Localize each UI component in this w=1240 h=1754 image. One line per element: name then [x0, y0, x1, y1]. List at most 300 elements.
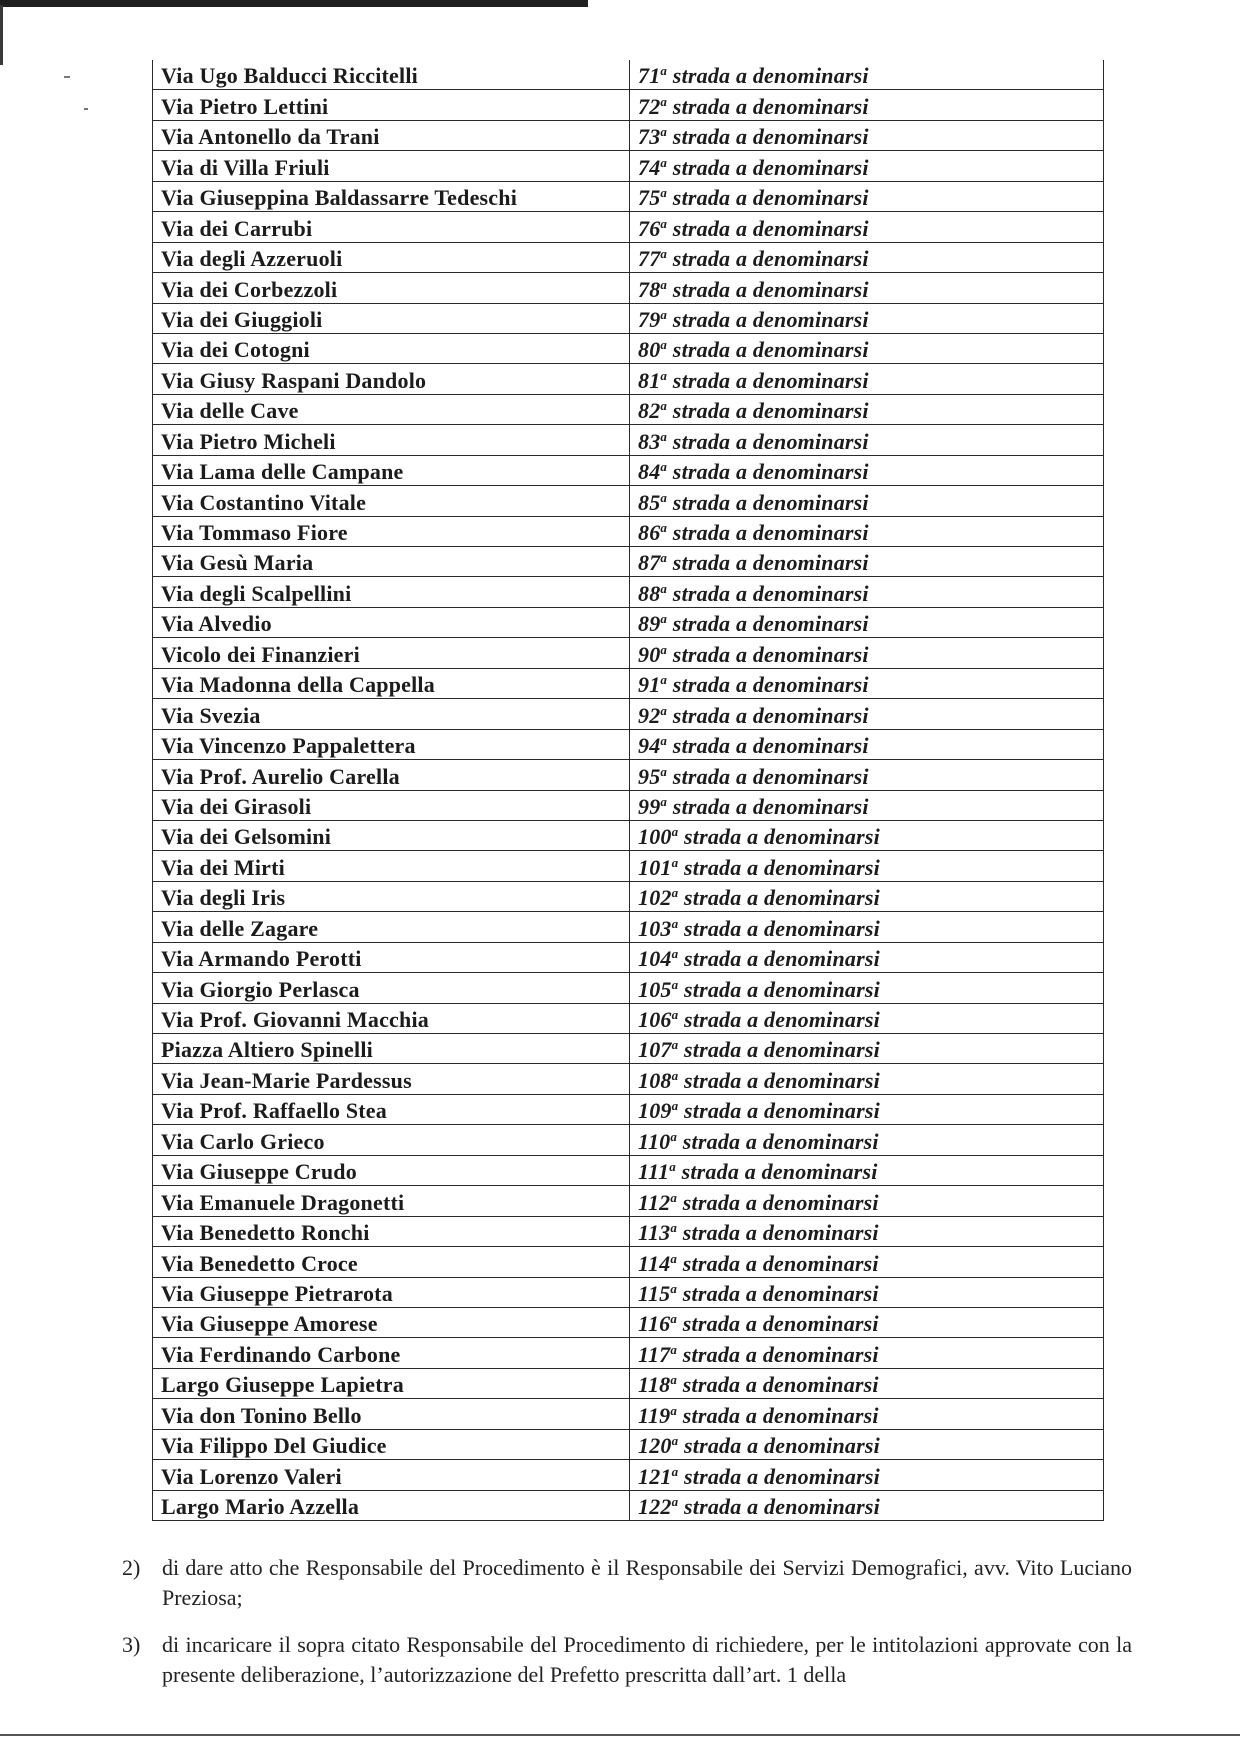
provisional-label-text: strada a denominarsi: [677, 1128, 879, 1154]
street-name: Via dei Corbezzoli: [153, 273, 630, 303]
ordinal-number: 100: [638, 824, 672, 850]
ordinal-suffix: a: [660, 124, 668, 140]
provisional-street-label: [630, 303, 1104, 333]
street-name: Via Ugo Balducci Riccitelli: [153, 60, 630, 90]
ordinal-suffix: a: [660, 93, 668, 109]
street-name: Via Ferdinando Carbone: [153, 1338, 630, 1368]
provisional-street-label: [630, 333, 1104, 363]
table-row: [153, 151, 1104, 181]
provisional-label-text: strada a denominarsi: [667, 367, 869, 393]
table-row: [153, 364, 1104, 394]
street-naming-table: [152, 60, 1104, 1521]
ordinal-suffix: a: [660, 702, 668, 718]
table-row: [153, 1186, 1104, 1216]
street-name: Via Prof. Aurelio Carella: [153, 760, 630, 790]
table-row: [153, 181, 1104, 211]
ordinal-number: 84: [638, 459, 661, 485]
provisional-label-text: strada a denominarsi: [667, 337, 869, 363]
top-rule: [0, 0, 588, 7]
ordinal-suffix: a: [660, 550, 668, 566]
table-row: [153, 1247, 1104, 1277]
bottom-rule: [0, 1734, 1240, 1736]
provisional-label-text: strada a denominarsi: [678, 1098, 880, 1124]
ordinal-suffix: a: [671, 946, 679, 962]
provisional-label-text: strada a denominarsi: [667, 550, 869, 576]
table-row: [153, 1307, 1104, 1337]
table-row: [153, 1155, 1104, 1185]
provisional-street-label: [630, 90, 1104, 120]
provisional-label-text: strada a denominarsi: [667, 672, 869, 698]
provisional-street-label: [630, 668, 1104, 698]
provisional-label-text: strada a denominarsi: [678, 1463, 880, 1489]
street-name: Via Jean-Marie Pardessus: [153, 1064, 630, 1094]
ordinal-suffix: a: [671, 1007, 679, 1022]
street-name: Via Alvedio: [153, 607, 630, 637]
provisional-label-text: strada a denominarsi: [667, 124, 869, 150]
street-name: Via degli Azzeruoli: [153, 242, 630, 272]
provisional-street-label: [630, 760, 1104, 790]
provisional-label-text: strada a denominarsi: [667, 185, 869, 211]
ordinal-number: 85: [638, 489, 661, 515]
ordinal-number: 77: [638, 246, 661, 272]
provisional-street-label: [630, 1003, 1104, 1033]
provisional-label-text: strada a denominarsi: [667, 63, 869, 89]
scan-speck: [84, 108, 88, 110]
ordinal-number: 78: [638, 276, 661, 302]
street-name: Via Giorgio Perlasca: [153, 973, 630, 1003]
ordinal-suffix: a: [660, 246, 668, 262]
street-name: Via Tommaso Fiore: [153, 516, 630, 546]
provisional-street-label: [630, 425, 1104, 455]
ordinal-suffix: a: [660, 306, 668, 322]
table-row: [153, 912, 1104, 942]
provisional-label-text: strada a denominarsi: [667, 154, 869, 180]
provisional-label-text: strada a denominarsi: [667, 215, 869, 241]
provisional-street-label: [630, 973, 1104, 1003]
ordinal-suffix: a: [660, 185, 668, 201]
provisional-street-label: [630, 1399, 1104, 1429]
ordinal-suffix: a: [660, 611, 668, 627]
provisional-street-label: [630, 212, 1104, 242]
ordinal-suffix: a: [671, 824, 679, 840]
table-row: [153, 668, 1104, 698]
provisional-street-label: [630, 1034, 1104, 1064]
provisional-street-label: [630, 242, 1104, 272]
table-row: [153, 1460, 1104, 1490]
ordinal-number: 92: [638, 702, 661, 728]
ordinal-number: 111: [638, 1159, 670, 1185]
table-row: [153, 303, 1104, 333]
provisional-street-label: [630, 577, 1104, 607]
table-row: [153, 1094, 1104, 1124]
ordinal-number: 104: [638, 946, 672, 972]
ordinal-number: 73: [638, 124, 661, 150]
table-row: [153, 881, 1104, 911]
table-row: [153, 1277, 1104, 1307]
ordinal-suffix: a: [670, 1341, 678, 1357]
ordinal-suffix: a: [660, 763, 668, 779]
street-name: Via Prof. Giovanni Macchia: [153, 1003, 630, 1033]
ordinal-suffix: a: [670, 1220, 678, 1236]
provisional-street-label: [630, 1368, 1104, 1398]
street-name: Via di Villa Friuli: [153, 151, 630, 181]
ordinal-suffix: a: [660, 367, 668, 383]
ordinal-number: 121: [638, 1463, 672, 1489]
clause-2: [122, 1553, 1132, 1613]
table-row: [153, 394, 1104, 424]
street-name: Piazza Altiero Spinelli: [153, 1034, 630, 1064]
table-row: [153, 333, 1104, 363]
provisional-label-text: strada a denominarsi: [667, 489, 869, 515]
ordinal-suffix: a: [660, 733, 668, 749]
ordinal-suffix: a: [671, 1098, 679, 1114]
provisional-label-text: strada a denominarsi: [678, 946, 880, 972]
provisional-street-label: [630, 1186, 1104, 1216]
provisional-label-text: strada a denominarsi: [667, 702, 869, 728]
table-row: [153, 1338, 1104, 1368]
table-row: [153, 486, 1104, 516]
street-name: Via delle Cave: [153, 394, 630, 424]
ordinal-number: 75: [638, 185, 661, 211]
ordinal-number: 99: [638, 793, 661, 819]
ordinal-number: 88: [638, 580, 661, 606]
provisional-label-text: strada a denominarsi: [667, 276, 869, 302]
provisional-street-label: [630, 942, 1104, 972]
provisional-street-label: [630, 1460, 1104, 1490]
clause-number: 3): [122, 1632, 141, 1657]
street-name: Via Filippo Del Giudice: [153, 1429, 630, 1459]
provisional-label-text: strada a denominarsi: [667, 641, 869, 667]
ordinal-suffix: a: [671, 1433, 679, 1449]
street-name: Via degli Scalpellini: [153, 577, 630, 607]
provisional-label-text: strada a denominarsi: [677, 1220, 879, 1246]
ordinal-suffix: a: [671, 854, 679, 870]
table-row: [153, 212, 1104, 242]
table-row: [153, 729, 1104, 759]
street-name: Via Lorenzo Valeri: [153, 1460, 630, 1490]
provisional-street-label: [630, 394, 1104, 424]
provisional-label-text: strada a denominarsi: [667, 580, 869, 606]
provisional-label-text: strada a denominarsi: [678, 1067, 880, 1093]
ordinal-suffix: a: [660, 641, 668, 657]
table-row: [153, 547, 1104, 577]
provisional-street-label: [630, 1125, 1104, 1155]
street-name: Via dei Mirti: [153, 851, 630, 881]
provisional-label-text: strada a denominarsi: [677, 1402, 879, 1428]
provisional-street-label: [630, 516, 1104, 546]
street-name: Via Armando Perotti: [153, 942, 630, 972]
ordinal-number: 105: [638, 976, 672, 1002]
clause-text: di incaricare il sopra citato Responsabile del Procedimento di richiedere, per le intitolazioni approvate con la presente deliberazione, l’autorizzazione del Prefetto prescritta dall’art. 1 della: [162, 1632, 1132, 1687]
table-row: [153, 1034, 1104, 1064]
provisional-label-text: strada a denominarsi: [678, 1494, 880, 1519]
street-name: Vicolo dei Finanzieri: [153, 638, 630, 668]
ordinal-suffix: a: [670, 1189, 678, 1205]
provisional-street-label: [630, 790, 1104, 820]
provisional-street-label: [630, 851, 1104, 881]
street-name: Via Benedetto Croce: [153, 1247, 630, 1277]
ordinal-number: 113: [638, 1220, 671, 1246]
provisional-label-text: strada a denominarsi: [678, 915, 880, 941]
provisional-label-text: strada a denominarsi: [678, 1433, 880, 1459]
street-name: Via Giuseppe Pietrarota: [153, 1277, 630, 1307]
street-name: Via dei Cotogni: [153, 333, 630, 363]
ordinal-number: 83: [638, 428, 661, 454]
table-row: [153, 120, 1104, 150]
table-row: [153, 1490, 1104, 1520]
table-row: [153, 577, 1104, 607]
ordinal-number: 115: [638, 1280, 671, 1306]
provisional-label-text: strada a denominarsi: [677, 1372, 879, 1398]
street-name: Via dei Carrubi: [153, 212, 630, 242]
table-row: [153, 1064, 1104, 1094]
street-name: Via dei Giuggioli: [153, 303, 630, 333]
provisional-street-label: [630, 151, 1104, 181]
street-name: Largo Mario Azzella: [153, 1490, 630, 1520]
provisional-label-text: strada a denominarsi: [667, 306, 869, 332]
ordinal-suffix: a: [670, 1128, 678, 1144]
ordinal-number: 114: [638, 1250, 671, 1276]
table-row: [153, 851, 1104, 881]
provisional-label-text: strada a denominarsi: [678, 824, 880, 850]
provisional-street-label: [630, 1216, 1104, 1246]
provisional-street-label: [630, 881, 1104, 911]
provisional-label-text: strada a denominarsi: [677, 1341, 879, 1367]
ordinal-number: 94: [638, 733, 661, 759]
ordinal-suffix: a: [671, 976, 679, 992]
ordinal-suffix: a: [660, 276, 668, 292]
street-name: Via degli Iris: [153, 881, 630, 911]
table-row: [153, 1125, 1104, 1155]
provisional-label-text: strada a denominarsi: [667, 793, 869, 819]
provisional-street-label: [630, 607, 1104, 637]
ordinal-number: 101: [638, 854, 672, 880]
provisional-label-text: strada a denominarsi: [677, 1311, 879, 1337]
table-row: [153, 820, 1104, 850]
ordinal-suffix: a: [660, 63, 668, 79]
street-name: Via Benedetto Ronchi: [153, 1216, 630, 1246]
street-name: Via Giuseppe Amorese: [153, 1307, 630, 1337]
provisional-street-label: [630, 1064, 1104, 1094]
street-name: Via Carlo Grieco: [153, 1125, 630, 1155]
table-row: [153, 425, 1104, 455]
provisional-label-text: strada a denominarsi: [667, 398, 869, 424]
street-name: Via Lama delle Campane: [153, 455, 630, 485]
provisional-street-label: [630, 1094, 1104, 1124]
ordinal-suffix: a: [660, 215, 668, 231]
provisional-street-label: [630, 364, 1104, 394]
provisional-street-label: [630, 1247, 1104, 1277]
provisional-label-text: strada a denominarsi: [678, 885, 880, 911]
table-row: [153, 790, 1104, 820]
ordinal-suffix: a: [660, 154, 668, 170]
clause-3: [122, 1630, 1132, 1690]
ordinal-suffix: a: [660, 672, 668, 688]
street-name: Via Prof. Raffaello Stea: [153, 1094, 630, 1124]
ordinal-number: 122: [638, 1494, 672, 1519]
ordinal-number: 82: [638, 398, 661, 424]
scan-edge: [0, 5, 3, 65]
ordinal-suffix: a: [660, 428, 668, 444]
provisional-label-text: strada a denominarsi: [678, 1037, 880, 1063]
ordinal-number: 117: [638, 1341, 671, 1367]
ordinal-suffix: a: [670, 1402, 678, 1418]
provisional-street-label: [630, 486, 1104, 516]
ordinal-suffix: a: [670, 1311, 678, 1327]
street-name: Via Giusy Raspani Dandolo: [153, 364, 630, 394]
ordinal-number: 106: [638, 1007, 672, 1032]
ordinal-number: 116: [638, 1311, 671, 1337]
provisional-label-text: strada a denominarsi: [667, 93, 869, 119]
provisional-street-label: [630, 1307, 1104, 1337]
provisional-street-label: [630, 1155, 1104, 1185]
ordinal-suffix: a: [670, 1372, 678, 1388]
street-name: Via Vincenzo Pappalettera: [153, 729, 630, 759]
ordinal-number: 102: [638, 885, 672, 911]
ordinal-suffix: a: [671, 1494, 679, 1509]
ordinal-suffix: a: [660, 459, 668, 475]
table-row: [153, 638, 1104, 668]
ordinal-number: 95: [638, 763, 661, 789]
table-row: [153, 1399, 1104, 1429]
ordinal-number: 119: [638, 1402, 671, 1428]
ordinal-suffix: a: [660, 337, 668, 353]
ordinal-number: 120: [638, 1433, 672, 1459]
provisional-street-label: [630, 912, 1104, 942]
provisional-label-text: strada a denominarsi: [667, 428, 869, 454]
table-row: [153, 699, 1104, 729]
street-name: Via Antonello da Trani: [153, 120, 630, 150]
ordinal-number: 90: [638, 641, 661, 667]
scan-speck: [64, 76, 70, 78]
ordinal-suffix: a: [660, 520, 668, 535]
provisional-street-label: [630, 820, 1104, 850]
table-row: [153, 1003, 1104, 1033]
street-name: Via Emanuele Dragonetti: [153, 1186, 630, 1216]
ordinal-number: 109: [638, 1098, 672, 1124]
provisional-label-text: strada a denominarsi: [675, 1159, 878, 1185]
table-row: [153, 455, 1104, 485]
ordinal-number: 86: [638, 520, 661, 545]
table-row: [153, 516, 1104, 546]
ordinal-number: 89: [638, 611, 661, 637]
table-row: [153, 1216, 1104, 1246]
table-row: [153, 1429, 1104, 1459]
provisional-label-text: strada a denominarsi: [678, 976, 880, 1002]
clause-number: 2): [122, 1555, 141, 1580]
ordinal-suffix: a: [670, 1250, 678, 1266]
table-row: [153, 1368, 1104, 1398]
ordinal-number: 118: [638, 1372, 671, 1398]
street-name: Via don Tonino Bello: [153, 1399, 630, 1429]
provisional-label-text: strada a denominarsi: [667, 459, 869, 485]
ordinal-suffix: a: [670, 1280, 678, 1296]
provisional-street-label: [630, 1338, 1104, 1368]
provisional-street-label: [630, 1429, 1104, 1459]
ordinal-number: 107: [638, 1037, 672, 1063]
ordinal-number: 72: [638, 93, 661, 119]
ordinal-number: 80: [638, 337, 661, 363]
ordinal-number: 91: [638, 672, 661, 698]
ordinal-suffix: a: [660, 398, 668, 414]
ordinal-number: 110: [638, 1128, 671, 1154]
provisional-street-label: [630, 120, 1104, 150]
ordinal-suffix: a: [671, 885, 679, 901]
ordinal-number: 87: [638, 550, 661, 576]
clause-text: di dare atto che Responsabile del Procedimento è il Responsabile dei Servizi Demografici, avv. Vito Luciano Preziosa;: [162, 1555, 1132, 1610]
ordinal-suffix: a: [671, 1067, 679, 1083]
ordinal-number: 81: [638, 367, 661, 393]
table-row: [153, 90, 1104, 120]
table-row: [153, 242, 1104, 272]
street-name: Via dei Girasoli: [153, 790, 630, 820]
street-name: Via Costantino Vitale: [153, 486, 630, 516]
ordinal-suffix: a: [660, 489, 668, 505]
ordinal-number: 76: [638, 215, 661, 241]
provisional-label-text: strada a denominarsi: [667, 611, 869, 637]
provisional-label-text: strada a denominarsi: [667, 733, 869, 759]
ordinal-number: 103: [638, 915, 672, 941]
street-name: Via Pietro Micheli: [153, 425, 630, 455]
provisional-street-label: [630, 1490, 1104, 1520]
table-row: [153, 973, 1104, 1003]
ordinal-suffix: a: [660, 580, 668, 596]
provisional-street-label: [630, 181, 1104, 211]
ordinal-number: 74: [638, 154, 661, 180]
provisional-street-label: [630, 729, 1104, 759]
provisional-street-label: [630, 699, 1104, 729]
ordinal-suffix: a: [669, 1159, 676, 1175]
provisional-label-text: strada a denominarsi: [667, 520, 869, 545]
provisional-label-text: strada a denominarsi: [677, 1250, 879, 1276]
street-name: Largo Giuseppe Lapietra: [153, 1368, 630, 1398]
provisional-label-text: strada a denominarsi: [677, 1189, 879, 1215]
ordinal-suffix: a: [660, 793, 668, 809]
table-row: [153, 942, 1104, 972]
ordinal-suffix: a: [671, 1463, 679, 1479]
street-name: Via Svezia: [153, 699, 630, 729]
street-name: Via dei Gelsomini: [153, 820, 630, 850]
street-name: Via Giuseppina Baldassarre Tedeschi: [153, 181, 630, 211]
provisional-label-text: strada a denominarsi: [678, 854, 880, 880]
ordinal-suffix: a: [671, 1037, 679, 1053]
table-row: [153, 273, 1104, 303]
table-row: [153, 760, 1104, 790]
street-name: Via Pietro Lettini: [153, 90, 630, 120]
ordinal-suffix: a: [671, 915, 679, 931]
ordinal-number: 71: [638, 63, 661, 89]
provisional-street-label: [630, 455, 1104, 485]
street-name: Via delle Zagare: [153, 912, 630, 942]
provisional-street-label: [630, 273, 1104, 303]
street-name: Via Giuseppe Crudo: [153, 1155, 630, 1185]
provisional-street-label: [630, 60, 1104, 90]
provisional-street-label: [630, 547, 1104, 577]
provisional-label-text: strada a denominarsi: [667, 246, 869, 272]
provisional-label-text: strada a denominarsi: [678, 1007, 880, 1032]
ordinal-number: 108: [638, 1067, 672, 1093]
table-row: [153, 60, 1104, 90]
ordinal-number: 79: [638, 306, 661, 332]
provisional-label-text: strada a denominarsi: [677, 1280, 879, 1306]
provisional-street-label: [630, 1277, 1104, 1307]
street-name: Via Madonna della Cappella: [153, 668, 630, 698]
table-row: [153, 607, 1104, 637]
street-name: Via Gesù Maria: [153, 547, 630, 577]
provisional-street-label: [630, 638, 1104, 668]
provisional-label-text: strada a denominarsi: [667, 763, 869, 789]
ordinal-number: 112: [638, 1189, 671, 1215]
